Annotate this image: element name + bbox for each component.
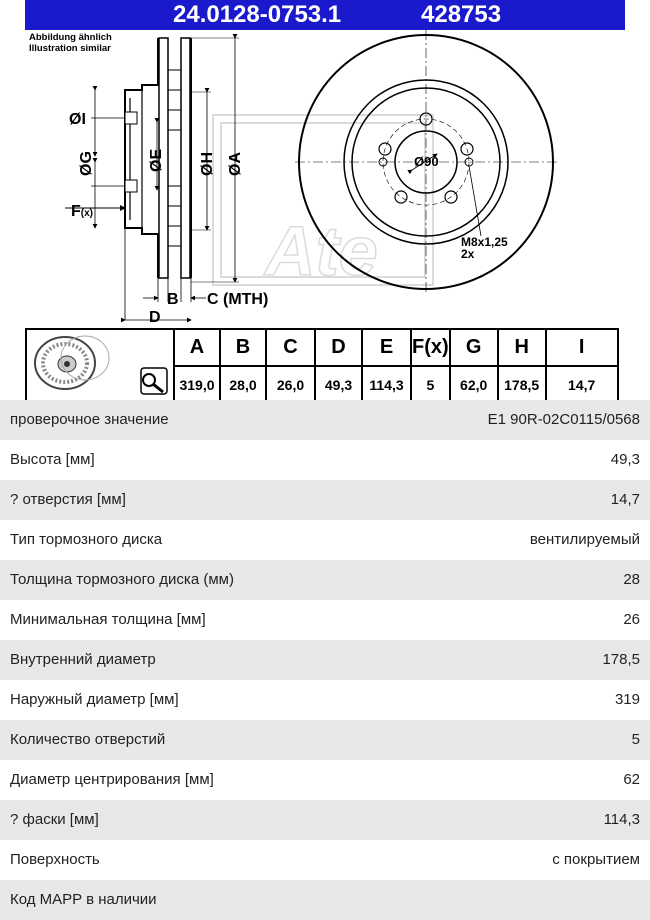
label-thread: M8x1,25 — [461, 235, 508, 249]
spec-label: Наружный диаметр [мм] — [10, 691, 179, 708]
spec-row — [0, 720, 650, 760]
label-i: ØI — [69, 111, 86, 128]
label-b: B — [167, 291, 179, 308]
spec-value: 14,7 — [610, 491, 640, 508]
spec-value: 26 — [623, 611, 640, 628]
header-i: I — [546, 329, 618, 366]
spec-row — [0, 680, 650, 720]
spec-value: 28 — [623, 571, 640, 588]
part-number: 24.0128-0753.1 — [173, 1, 342, 28]
header-b: B — [220, 329, 266, 366]
header-h: H — [498, 329, 546, 366]
spec-label: ? отверстия [мм] — [10, 491, 126, 508]
spec-label: Код MAPP в наличии — [10, 891, 157, 908]
header-e: E — [362, 329, 411, 366]
spec-label: Количество отверстий — [10, 731, 166, 748]
spec-row — [0, 440, 650, 480]
value-f: 5 — [411, 366, 450, 403]
spec-value: с покрытием — [552, 851, 640, 868]
note-line-en: Illustration similar — [29, 43, 111, 54]
label-f-letter: F — [71, 203, 81, 220]
spec-label: проверочное значение — [10, 411, 169, 428]
value-a: 319,0 — [174, 366, 220, 403]
header-d: D — [315, 329, 362, 366]
label-a: ØA — [227, 152, 244, 176]
value-b: 28,0 — [220, 366, 266, 403]
spec-label: Внутренний диаметр — [10, 651, 156, 668]
spec-row — [0, 520, 650, 560]
label-h: ØH — [199, 152, 216, 176]
title-bar — [25, 0, 625, 30]
spec-row — [0, 640, 650, 680]
label-c: C (MTH) — [207, 291, 269, 308]
value-h: 178,5 — [498, 366, 546, 403]
value-d: 49,3 — [315, 366, 362, 403]
wrench-icon — [141, 368, 167, 394]
spec-value: 49,3 — [610, 451, 640, 468]
spec-row — [0, 600, 650, 640]
article-number: 428753 — [421, 1, 502, 28]
value-i: 14,7 — [546, 366, 618, 403]
spec-label: Минимальная толщина [мм] — [10, 611, 206, 628]
spec-label: ? фаски [мм] — [10, 811, 99, 828]
spec-value: 319 — [614, 691, 640, 708]
disc-thumbnail-cell — [26, 329, 174, 403]
header-f: F(x) — [411, 329, 450, 366]
spec-label: Поверхность — [10, 851, 100, 868]
label-f — [71, 203, 93, 220]
spec-row — [0, 400, 650, 440]
label-f-sub: (x) — [80, 208, 94, 219]
spec-value: вентилируемый — [529, 531, 640, 548]
disc-thumbnail — [27, 330, 173, 396]
dimensions-table — [25, 328, 619, 404]
spec-row — [0, 800, 650, 840]
spec-row — [0, 480, 650, 520]
spec-list — [0, 400, 650, 920]
label-e: ØE — [148, 148, 165, 172]
spec-row — [0, 760, 650, 800]
watermark-logo: Ate — [265, 212, 378, 290]
spec-value: E1 90R-02C0115/0568 — [487, 411, 640, 428]
header-g: G — [450, 329, 498, 366]
spec-row — [0, 560, 650, 600]
label-thread-count: 2x — [461, 247, 475, 261]
spec-value: 178,5 — [602, 651, 640, 668]
spec-label: Толщина тормозного диска (мм) — [10, 571, 234, 588]
value-e: 114,3 — [362, 366, 411, 403]
spec-label: Диаметр центрирования [мм] — [10, 771, 214, 788]
label-hub-diameter: Ø90 — [414, 154, 439, 169]
spec-label: Тип тормозного диска — [10, 531, 163, 548]
technical-drawing — [25, 30, 625, 328]
note-line-de: Abbildung ähnlich — [29, 32, 112, 43]
spec-row — [0, 880, 650, 920]
header-a: A — [174, 329, 220, 366]
value-g: 62,0 — [450, 366, 498, 403]
value-c: 26,0 — [266, 366, 315, 403]
spec-row — [0, 840, 650, 880]
spec-value: 114,3 — [603, 811, 640, 828]
header-c: C — [266, 329, 315, 366]
spec-value: 62 — [623, 771, 640, 788]
spec-value: 5 — [631, 731, 640, 748]
spec-label: Высота [мм] — [10, 451, 95, 468]
label-d: D — [149, 309, 161, 326]
label-g: ØG — [78, 151, 95, 176]
